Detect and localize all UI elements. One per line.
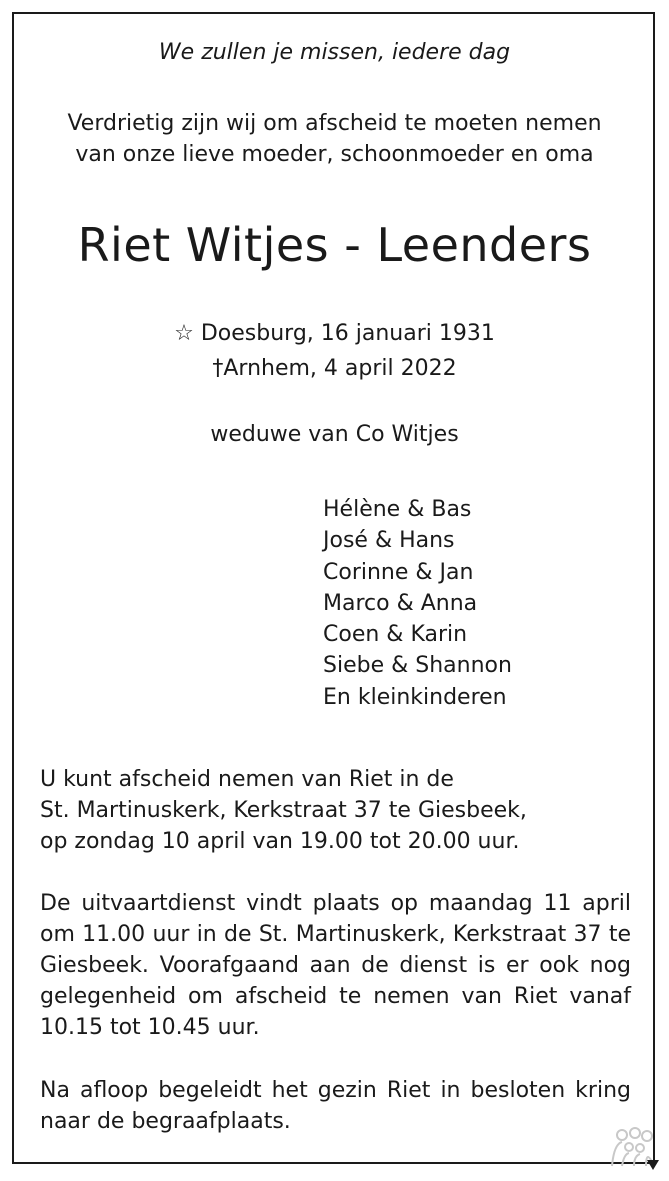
farewell-line-3: op zondag 10 april van 19.00 tot 20.00 uur.	[40, 829, 520, 854]
family-member: En kleinkinderen	[323, 684, 507, 710]
family-member: Coen & Karin	[323, 622, 468, 648]
cross-icon: †	[212, 356, 224, 381]
deceased-name: Riet Witjes - Leenders	[77, 218, 592, 272]
star-icon: ☆	[174, 321, 194, 346]
farewell-line-1: U kunt afscheid nemen van Riet in de	[40, 767, 454, 792]
family-member: Siebe & Shannon	[323, 653, 512, 679]
intro-line-2: van onze lieve moeder, schoonmoeder en oma	[75, 142, 594, 167]
intro-line-1: Verdrietig zijn wij om afscheid te moeten nemen	[67, 111, 602, 136]
life-dates	[0, 316, 669, 386]
birth-text: Doesburg, 16 januari 1931	[200, 321, 495, 346]
family-member: Marco & Anna	[323, 590, 478, 616]
motto: We zullen je missen, iedere dag	[158, 40, 511, 65]
family-list	[323, 494, 512, 713]
family-member: Corinne & Jan	[323, 559, 474, 585]
birth-line	[0, 316, 669, 351]
farewell-paragraph	[40, 764, 631, 857]
family-member: Hélène & Bas	[323, 497, 472, 522]
widow-of: weduwe van Co Witjes	[210, 422, 459, 447]
death-line	[0, 351, 669, 386]
intro-text	[0, 108, 669, 170]
closing-paragraph: Na afloop begeleidt het gezin Riet in besloten kring naar de begraafplaats.	[40, 1078, 631, 1134]
arrow-down-icon[interactable]	[646, 1158, 660, 1172]
farewell-line-2: St. Martinuskerk, Kerkstraat 37 te Giesbeek,	[40, 798, 527, 823]
family-member: José & Hans	[323, 528, 455, 554]
service-paragraph: De uitvaartdienst vindt plaats op maandag 11 april om 11.00 uur in de St. Martinuskerk, Kerkstraat 37 te Giesbeek. Voorafgaand aan de dienst is er ook nog gelegenheid om afscheid te nemen van Riet vanaf 10.15 tot 10.45 uur.	[40, 891, 631, 1040]
death-text: Arnhem, 4 april 2022	[223, 356, 457, 381]
